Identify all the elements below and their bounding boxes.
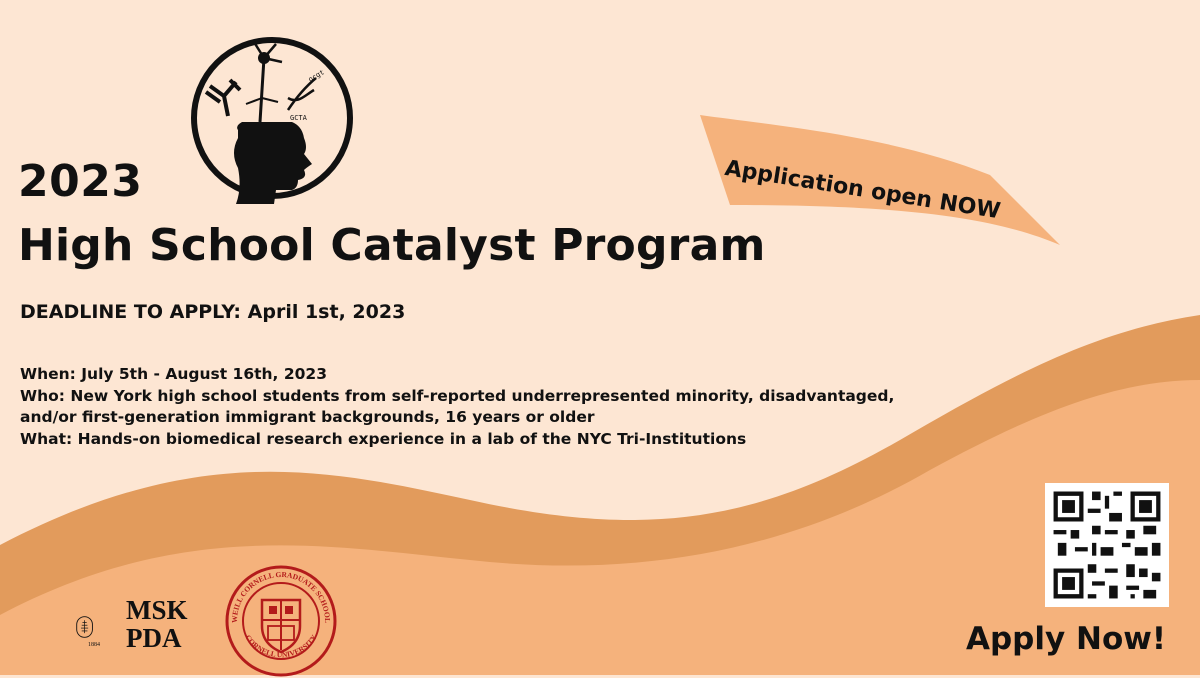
svg-text:GCTA: GCTA <box>290 114 307 122</box>
head-science-icon <box>180 18 360 204</box>
program-details <box>20 364 894 450</box>
cornell-seal-icon <box>224 564 338 678</box>
cornell-ring-top: WEILL CORNELL GRADUATE SCHOOL <box>229 569 333 624</box>
cornell-ring-bottom: CORNELL UNIVERSITY <box>243 633 319 660</box>
page-title: High School Catalyst Program <box>18 220 766 271</box>
msk-line1: MSK <box>126 595 188 625</box>
detail-when: When: July 5th - August 16th, 2023 <box>20 365 327 383</box>
apply-now-label[interactable]: Apply Now! <box>966 621 1167 657</box>
detail-who-line2: and/or first-generation immigrant backgrounds, 16 years or older <box>20 408 595 426</box>
msk-line2: PDA <box>126 623 182 653</box>
deadline-text: DEADLINE TO APPLY: April 1st, 2023 <box>20 301 406 323</box>
detail-what: What: Hands-on biomedical research experience in a lab of the NYC Tri-Institutions <box>20 429 747 448</box>
msk-pda-label <box>126 596 188 652</box>
qr-code-icon[interactable] <box>1045 483 1169 607</box>
msk-logo-icon <box>76 596 126 658</box>
msk-year: 1884 <box>88 642 100 648</box>
title-year: 2023 <box>18 156 143 207</box>
banner-text: Application open NOW <box>723 156 1003 225</box>
svg-text:ocgt: ocgt <box>307 68 326 84</box>
detail-who-line1: Who: New York high school students from self-reported underrepresented minority, disadvantaged, <box>20 386 895 405</box>
